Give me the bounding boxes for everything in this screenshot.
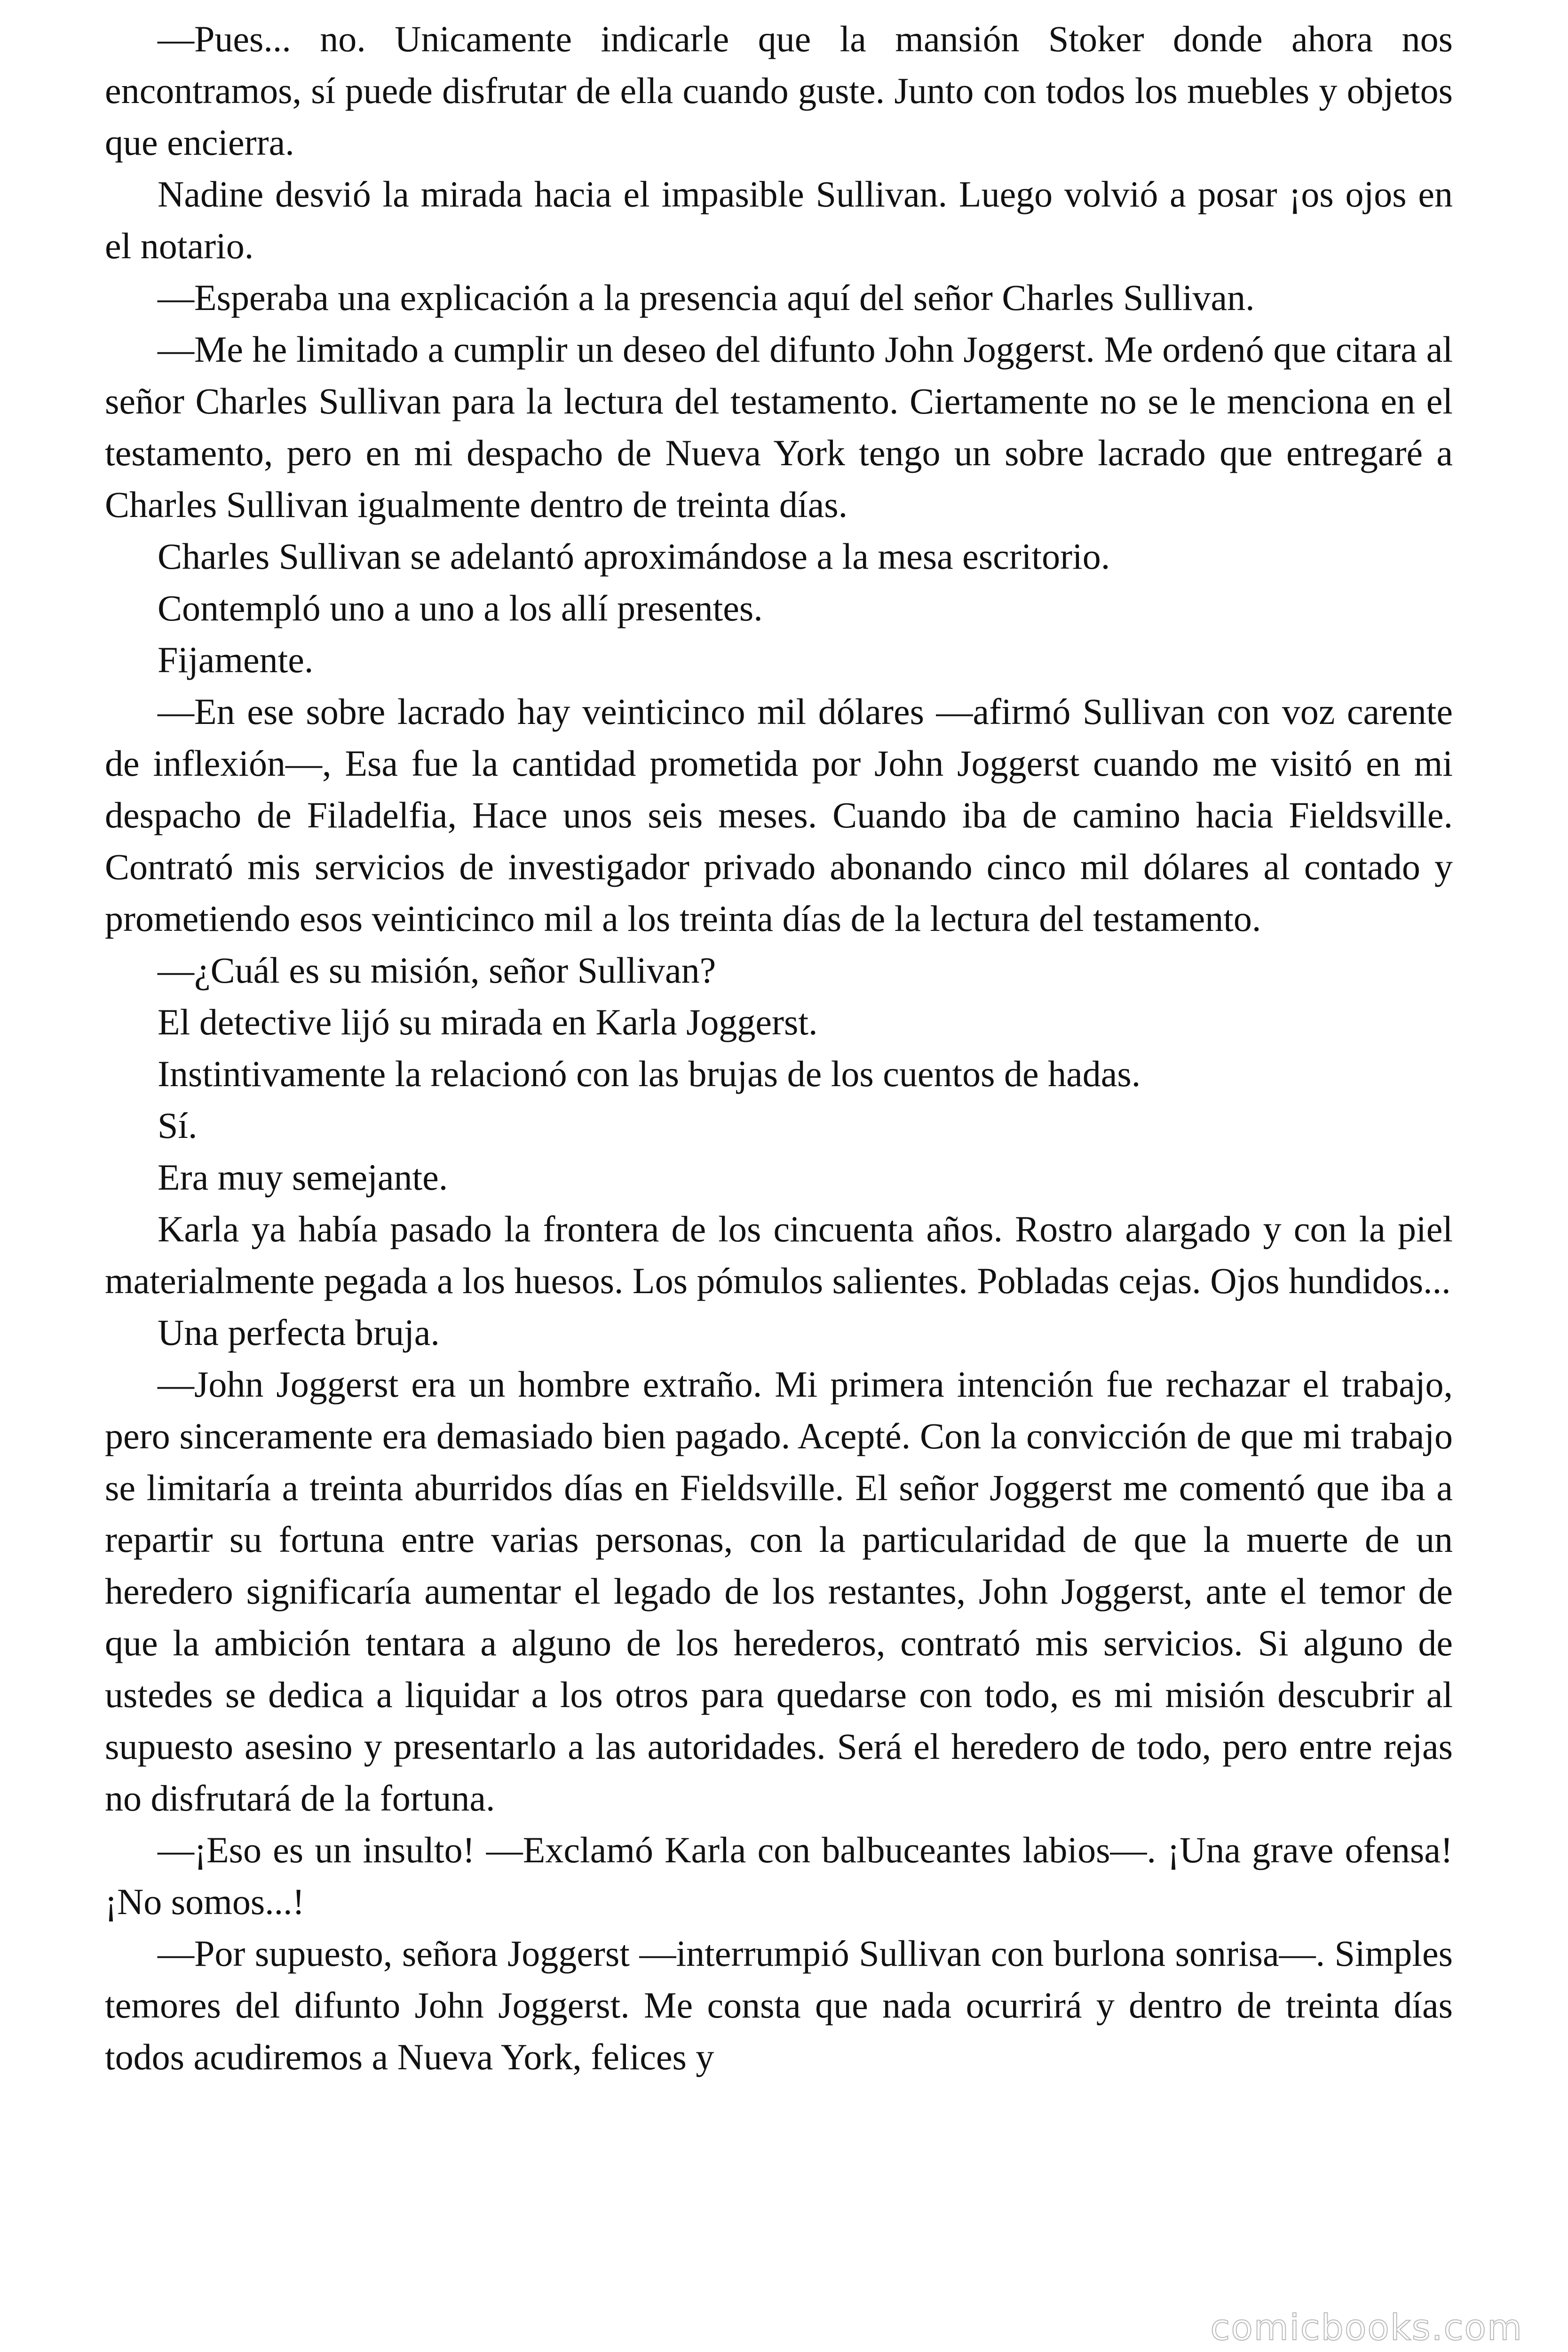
paragraph: Era muy semejante. [158, 1157, 448, 1198]
paragraph: —Pues... no. Unicamente indicarle que la mansión Stoker donde ahora nos encontramos, sí puede disfrutar de ella cuando guste. Junto con todos los muebles y objetos que encierra. [105, 18, 1453, 163]
paragraph: Instintivamente la relacionó con las brujas de los cuentos de hadas. [158, 1053, 1141, 1094]
paragraph: El detective lijó su mirada en Karla Joggerst. [158, 1001, 818, 1042]
paragraph: —Por supuesto, señora Joggerst —interrumpió Sullivan con burlona sonrisa—. Simples temores del difunto John Joggerst. Me consta que nada ocurrirá y dentro de treinta días todos acudiremos a Nueva York, felices y [105, 1933, 1453, 2077]
paragraph: —¿Cuál es su misión, señor Sullivan? [158, 950, 716, 991]
paragraph: Fijamente. [158, 639, 314, 680]
paragraph: —¡Eso es un insulto! —Exclamó Karla con balbuceantes labios—. ¡Una grave ofensa! ¡No somos...! [105, 1829, 1453, 1922]
paragraph: Karla ya había pasado la frontera de los cincuenta años. Rostro alargado y con la piel materialmente pegada a los huesos. Los pómulos salientes. Pobladas cejas. Ojos hundidos... [105, 1208, 1453, 1301]
paragraph: —Esperaba una explicación a la presencia aquí del señor Charles Sullivan. [158, 277, 1255, 318]
text-body [105, 13, 1453, 2083]
paragraph: Nadine desvió la mirada hacia el impasible Sullivan. Luego volvió a posar ¡os ojos en el notario. [105, 174, 1453, 266]
paragraph: —John Joggerst era un hombre extraño. Mi primera intención fue rechazar el trabajo, pero sinceramente era demasiado bien pagado. Acepté. Con la convicción de que mi trabajo se limitaría a treinta aburridos días en Fieldsville. El señor Joggerst me comentó que iba a repartir su fortuna entre varias personas, con la particularidad de que la muerte de un heredero significaría aumentar el legado de los restantes, John Joggerst, ante el temor de que la ambición tentara a alguno de los herederos, contrató mis servicios. Si alguno de ustedes se dedica a liquidar a los otros para quedarse con todo, es mi misión descubrir al supuesto asesino y presentarlo a las autoridades. Será el heredero de todo, pero entre rejas no disfrutará de la fortuna. [105, 1364, 1453, 1819]
document-page [105, 0, 1453, 2352]
paragraph: Contempló uno a uno a los allí presentes. [158, 588, 763, 628]
paragraph: —Me he limitado a cumplir un deseo del difunto John Joggerst. Me ordenó que citara al señor Charles Sullivan para la lectura del testamento. Ciertamente no se le menciona en el testamento, pero en mi despacho de Nueva York tengo un sobre lacrado que entregaré a Charles Sullivan igualmente dentro de treinta días. [105, 329, 1453, 525]
paragraph: Una perfecta bruja. [158, 1312, 440, 1353]
paragraph: Charles Sullivan se adelantó aproximándose a la mesa escritorio. [158, 536, 1110, 577]
watermark: comicbooks.com [1210, 2306, 1523, 2348]
paragraph: Sí. [158, 1105, 198, 1146]
paragraph: —En ese sobre lacrado hay veinticinco mil dólares —afirmó Sullivan con voz carente de inflexión—, Esa fue la cantidad prometida por John Joggerst cuando me visitó en mi despacho de Filadelfia, Hace unos seis meses. Cuando iba de camino hacia Fieldsville. Contrató mis servicios de investigador privado abonando cinco mil dólares al contado y prometiendo esos veinticinco mil a los treinta días de la lectura del testamento. [105, 691, 1453, 939]
